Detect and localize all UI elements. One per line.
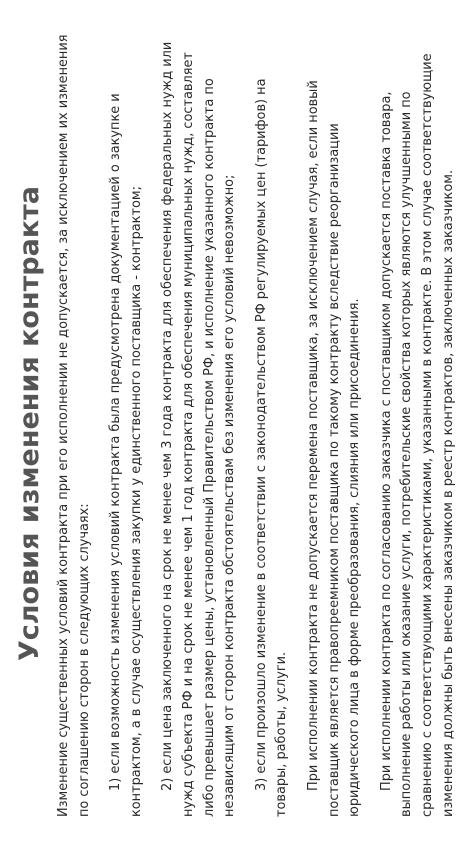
document-title: Условия изменения контракта <box>14 185 45 662</box>
list-item-3: 3) если произошло изменение в соответствии с законодательством РФ регулируемых цен (тарифов) на товары, работы, услуги. <box>253 78 290 817</box>
intro-paragraph: Изменение существенных условий контракта при его исполнении не допускается, за исключением их изменения по соглашению сторон в следующих случаях: <box>56 34 92 817</box>
supplier-change-paragraph: При исполнении контракта не допускается перемена поставщика, за исключением случая, если новый поставщик является правопреемником поставщика по такому контракту вследствие реорганизации юридического лица в форме преобразования, слияния или присоединения. <box>305 80 363 817</box>
list-item-2: 2) если цена заключенного на срок не менее чем 3 года контракта для обеспечения федеральных нужд или нужд субъекта РФ и на срок не менее чем 1 год контракта для обеспечения муниципальных нужд, составляет либо превышает размер цены, установленный Правительством РФ, и исполнение указанного контракта по независящим от сторон контракта обстоятельствам без изменения его условий невозможно; <box>160 41 238 817</box>
improved-goods-paragraph: При исполнении контракта по согласованию заказчика с поставщиком допускается поставка товара, выполнение работы или оказание услуги, потребительские свойства которых являются улучшенными по сравнению с соответствующими характеристиками, указанными в контракте. В этом случае соответствующие изменения должны быть внесены заказчиком в реестр контрактов, заключенных заказчиком. <box>378 53 456 817</box>
list-item-1: 1) если возможность изменения условий контракта была предусмотрена документацией о закупке и контрактом, а в случае осуществления закупки у единственного поставщика - контрактом; <box>108 93 144 817</box>
